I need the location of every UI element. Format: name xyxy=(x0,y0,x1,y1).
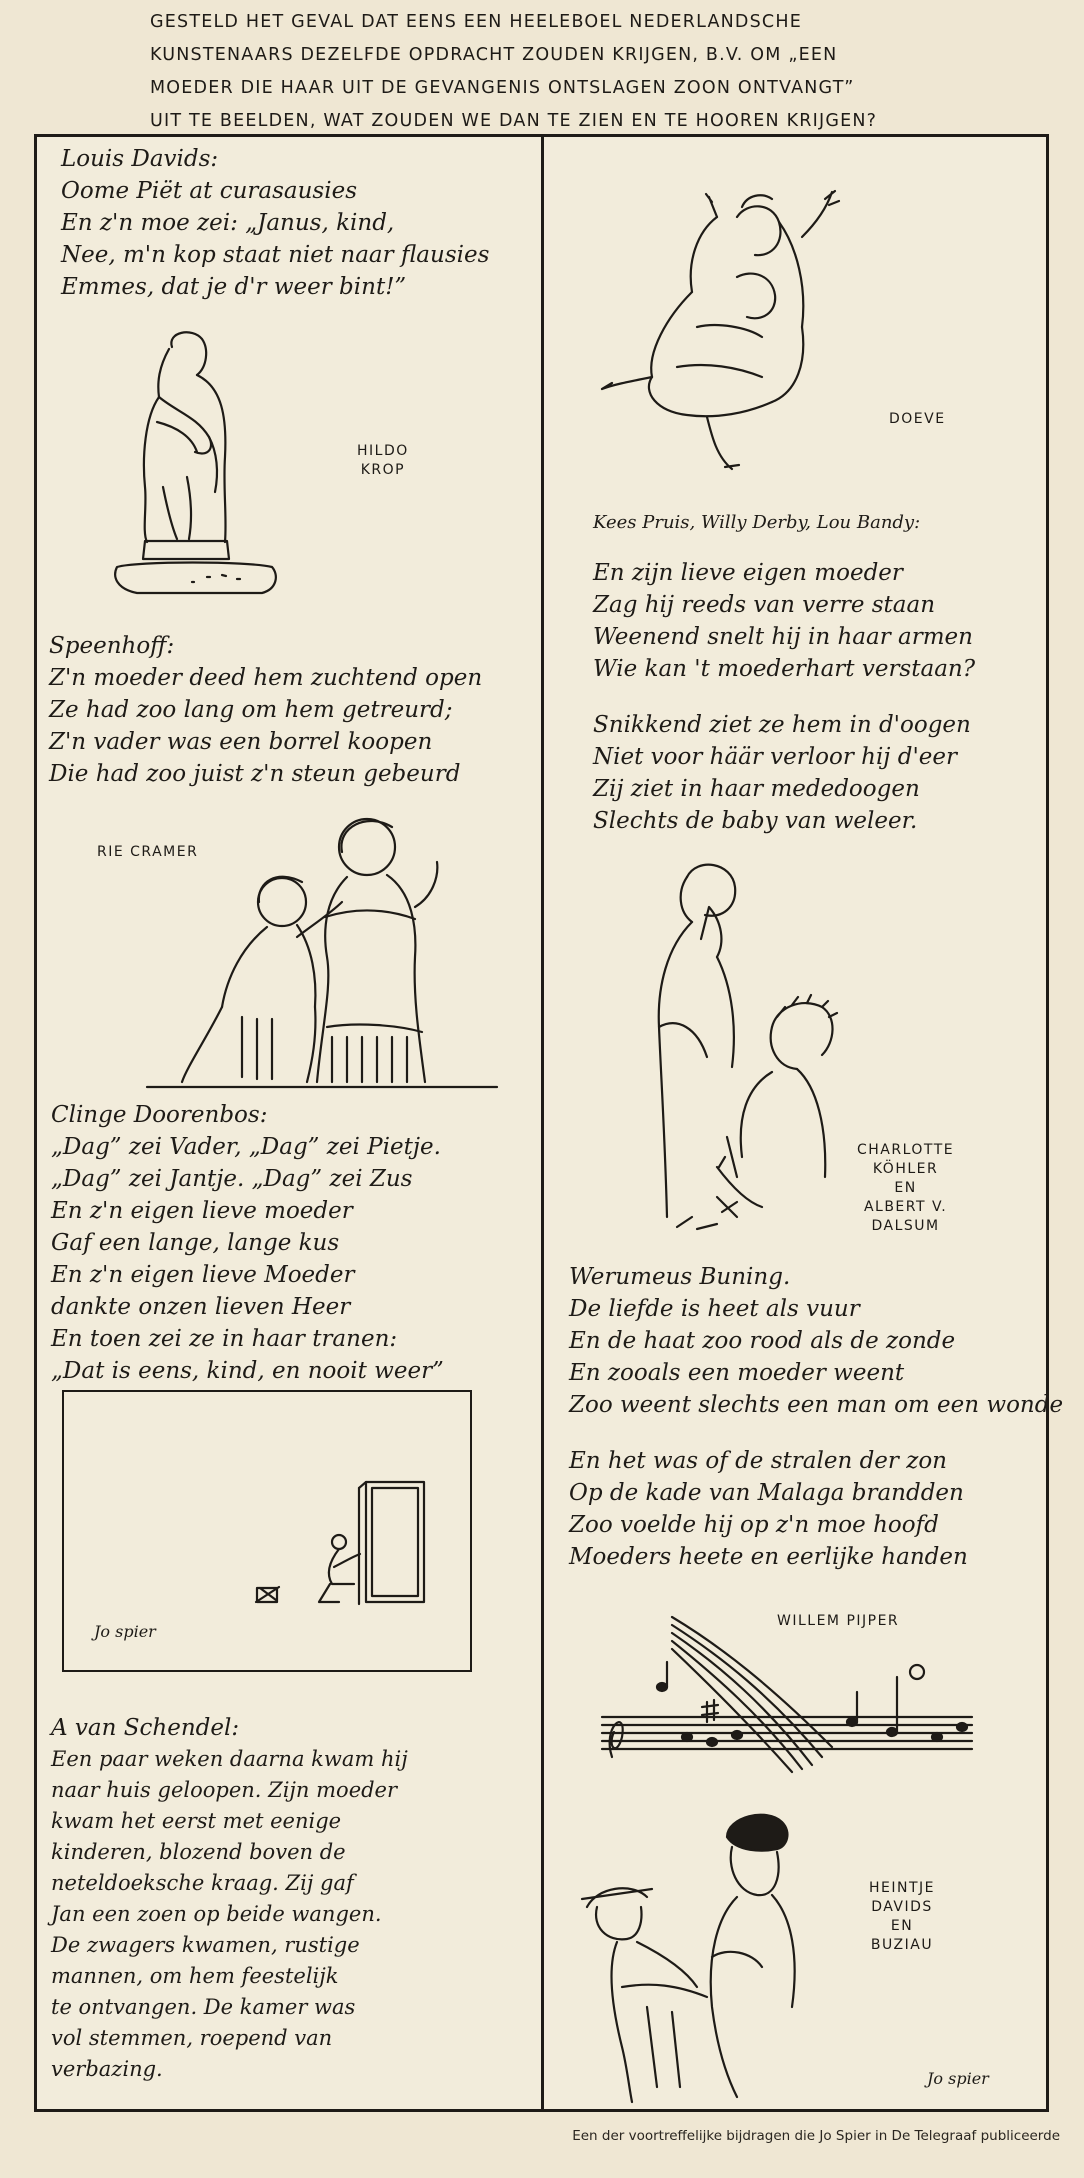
verse-line: kwam het eerst met eenige xyxy=(51,1809,342,1833)
verse-line: Zoo weent slechts een man om een wonde xyxy=(569,1392,1064,1418)
verse-line: dankte onzen lieven Heer xyxy=(51,1294,351,1320)
verse-line: verbazing. xyxy=(51,2057,163,2081)
pijper-music-drawing xyxy=(592,1607,992,1777)
verse-line: En zooals een moeder weent xyxy=(569,1360,905,1386)
verse-line: Zoo voelde hij op z'n moe hoofd xyxy=(569,1512,939,1538)
verse-line: Nee, m'n kop staat niet naar flausies xyxy=(61,242,490,268)
doeve-credit: DOEVE xyxy=(889,411,946,427)
doeve-embrace-drawing xyxy=(597,177,887,477)
verse-line: te ontvangen. De kamer was xyxy=(51,1995,356,2019)
pruis-title-line: Kees Pruis, Willy Derby, Lou Bandy: xyxy=(593,512,921,533)
verse-line: naar huis geloopen. Zijn moeder xyxy=(51,1778,398,1802)
verse-line: De zwagers kwamen, rustige xyxy=(51,1933,360,1957)
verse-line: vol stemmen, roepend van xyxy=(51,2026,333,2050)
verse-line: Oome Piët at curasausies xyxy=(61,178,358,204)
buning-verse xyxy=(569,1261,1063,1573)
heintje-buziau-drawing xyxy=(577,1807,837,2107)
speenhoff-verse xyxy=(49,630,482,790)
doorenbos-verse xyxy=(51,1099,444,1387)
verse-line: En z'n eigen lieve moeder xyxy=(51,1198,353,1224)
verse-line: „Dag” zei Vader, „Dag” zei Pietje. xyxy=(51,1134,441,1160)
verse-line: „Dag” zei Jantje. „Dag” zei Zus xyxy=(51,1166,413,1192)
page-header xyxy=(150,6,980,138)
kohler-credit: CHARLOTTE KÖHLER EN ALBERT V. DALSUM xyxy=(857,1142,955,1234)
cramer-credit: RIE CRAMER xyxy=(97,844,199,860)
verse-line: En het was of de stralen der zon xyxy=(569,1448,947,1474)
verse-line: mannen, om hem feestelijk xyxy=(51,1964,339,1988)
verse-line: Jan een zoen op beide wangen. xyxy=(51,1902,382,1926)
kohler-dalsum-drawing xyxy=(597,857,877,1237)
verse-line: En de haat zoo rood als de zonde xyxy=(569,1328,956,1354)
verse-title: Werumeus Buning. xyxy=(569,1264,791,1290)
verse-line: Moeders heete en eerlijke handen xyxy=(569,1544,968,1570)
verse-line: neteldoeksche kraag. Zij gaf xyxy=(51,1871,354,1895)
header-line: MOEDER DIE HAAR UIT DE GEVANGENIS ONTSLAGEN ZOON ONTVANGT” xyxy=(150,78,855,98)
spier-signature: Jo spier xyxy=(94,1622,156,1641)
verse-line: Op de kade van Malaga brandden xyxy=(569,1480,964,1506)
header-line: UIT TE BEELDEN, WAT ZOUDEN WE DAN TE ZIEN EN TE HOOREN KRIJGEN? xyxy=(150,111,878,131)
verse-title: Clinge Doorenbos: xyxy=(51,1102,268,1128)
verse-line: kinderen, blozend boven de xyxy=(51,1840,346,1864)
verse-line: Ze had zoo lang om hem getreurd; xyxy=(49,697,453,723)
verse-line: Wie kan 't moederhart verstaan? xyxy=(593,656,976,682)
krop-sculpture-drawing xyxy=(97,327,287,607)
verse-line: Emmes, dat je d'r weer bint!” xyxy=(61,274,407,300)
verse-line: En zijn lieve eigen moeder xyxy=(593,560,903,586)
verse-title: Speenhoff: xyxy=(49,633,175,659)
comic-frame xyxy=(34,134,1064,2112)
verse-line: Slechts de baby van weleer. xyxy=(593,808,918,834)
footer-caption: Een der voortreffelijke bijdragen die Jo Spier in De Telegraaf publiceerde xyxy=(572,2128,1060,2144)
verse-line: En z'n moe zei: „Janus, kind, xyxy=(61,210,395,236)
column-divider xyxy=(541,137,544,2109)
davids-verse xyxy=(61,143,489,303)
verse-title: Louis Davids: xyxy=(61,146,219,172)
verse-line: Niet voor häär verloor hij d'eer xyxy=(593,744,958,770)
verse-title: A van Schendel: xyxy=(51,1715,240,1741)
verse-line: Z'n moeder deed hem zuchtend open xyxy=(49,665,483,691)
verse-line: Een paar weken daarna kwam hij xyxy=(51,1747,408,1771)
heintje-signature: Jo spier xyxy=(927,2069,989,2088)
pijper-credit: WILLEM PIJPER xyxy=(777,1613,900,1629)
cramer-mother-son-drawing xyxy=(147,807,497,1097)
header-line: GESTELD HET GEVAL DAT EENS EEN HEELEBOEL NEDERLANDSCHE xyxy=(150,12,802,32)
pruis-verse xyxy=(593,557,975,837)
verse-line: „Dat is eens, kind, en nooit weer” xyxy=(51,1358,444,1384)
verse-line: Snikkend ziet ze hem in d'oogen xyxy=(593,712,971,738)
verse-line: Zij ziet in haar mededoogen xyxy=(593,776,920,802)
verse-line: Weenend snelt hij in haar armen xyxy=(593,624,973,650)
verse-line: Die had zoo juist z'n steun gebeurd xyxy=(49,761,461,787)
verse-line: De liefde is heet als vuur xyxy=(569,1296,860,1322)
krop-credit: HILDO KROP xyxy=(357,443,409,478)
spier-drawing-box xyxy=(62,1390,472,1672)
verse-line: Gaf een lange, lange kus xyxy=(51,1230,340,1256)
verse-line: Zag hij reeds van verre staan xyxy=(593,592,936,618)
heintje-credit: HEINTJE DAVIDS EN BUZIAU xyxy=(869,1880,936,1953)
header-line: KUNSTENAARS DEZELFDE OPDRACHT ZOUDEN KRIJGEN, B.V. OM „EEN xyxy=(150,45,838,65)
verse-line: En toen zei ze in haar tranen: xyxy=(51,1326,398,1352)
schendel-verse xyxy=(51,1713,408,2085)
verse-line: Z'n vader was een borrel koopen xyxy=(49,729,433,755)
verse-line: En z'n eigen lieve Moeder xyxy=(51,1262,355,1288)
